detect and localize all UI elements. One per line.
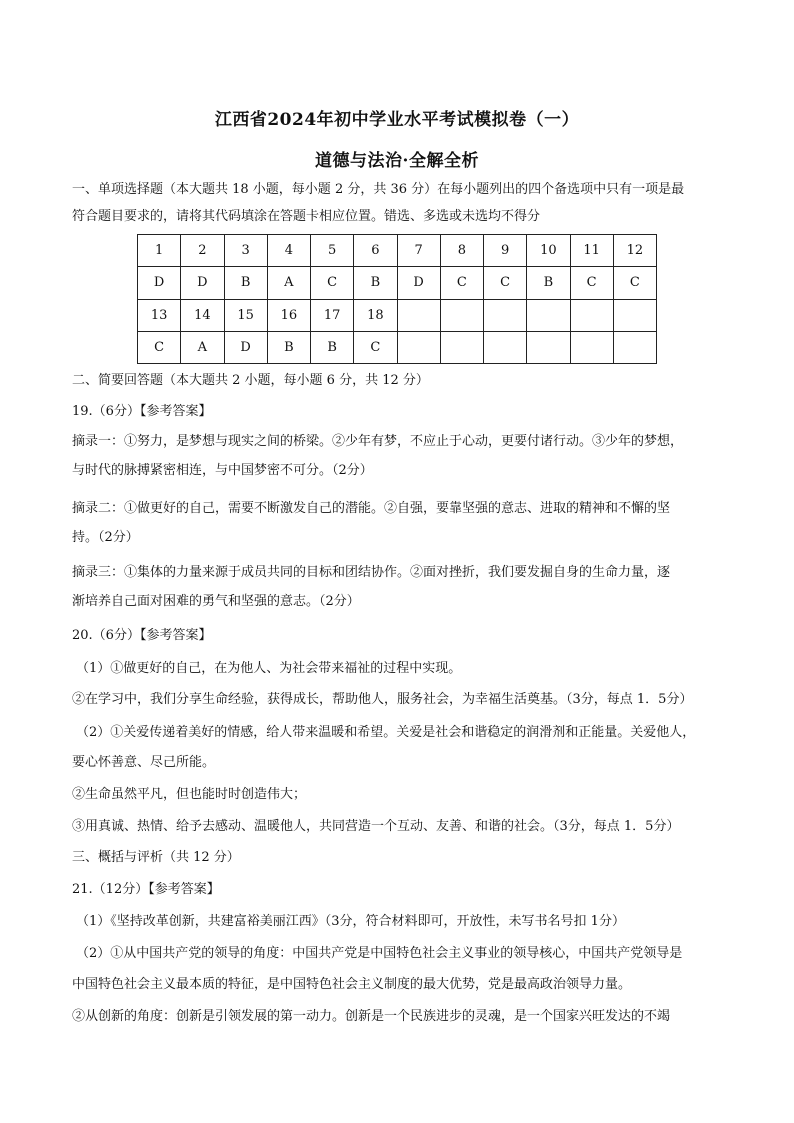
- q20-label: 20.（6分）【参考答案】: [72, 628, 212, 643]
- answer-table-cell: 8: [440, 235, 483, 267]
- answer-table-cell: B: [267, 331, 310, 363]
- answer-table-cell: A: [181, 331, 224, 363]
- q19-line: 与时代的脉搏紧密相连，与中国梦密不可分。（2分）: [72, 463, 373, 478]
- answer-table-cell: C: [613, 267, 656, 299]
- section1-heading-line2: 符合题目要求的，请将其代码填涂在答题卡相应位置。错选、多选或未选均不得分: [72, 209, 541, 224]
- answer-table-cell: [397, 299, 440, 331]
- answer-table-cell: [484, 299, 527, 331]
- answer-table-cell: 6: [354, 235, 397, 267]
- answer-table-cell: 9: [484, 235, 527, 267]
- answer-table-cell: 10: [527, 235, 570, 267]
- answer-table-cell: D: [224, 331, 267, 363]
- answer-table-cell: 5: [311, 235, 354, 267]
- answer-table-cell: 1: [138, 235, 181, 267]
- answer-table-cell: B: [354, 267, 397, 299]
- answer-table-cell: 14: [181, 299, 224, 331]
- answer-table-cell: 16: [267, 299, 310, 331]
- answer-table-cell: 15: [224, 299, 267, 331]
- q19-label: 19.（6分）【参考答案】: [72, 404, 212, 419]
- q21-line: （2）①从中国共产党的领导的角度：中国共产党是中国特色社会主义事业的领导核心，中国共产党领导是: [76, 946, 683, 961]
- answer-table-cell: B: [224, 267, 267, 299]
- answer-table-cell: 18: [354, 299, 397, 331]
- q19-line: 渐培养自己面对困难的勇气和坚强的意志。（2分）: [72, 594, 360, 609]
- answer-table-cell: 7: [397, 235, 440, 267]
- answer-table-cell: [440, 299, 483, 331]
- page-subtitle: 道德与法治·全解全析: [315, 151, 479, 171]
- answer-table-cell: 12: [613, 235, 656, 267]
- q20-line: ③用真诚、热情、给予去感动、温暖他人，共同营造一个互动、友善、和谐的社会。（3分，每点 1．5分）: [72, 819, 680, 834]
- answer-table-cell: C: [440, 267, 483, 299]
- q20-line: 要心怀善意、尽己所能。: [72, 755, 216, 770]
- answer-table-cell: [570, 299, 613, 331]
- answer-table-cell: C: [138, 331, 181, 363]
- answer-table-cell: 2: [181, 235, 224, 267]
- answer-table-cell: 4: [267, 235, 310, 267]
- answer-table-cell: [440, 331, 483, 363]
- answer-table-cell: [527, 331, 570, 363]
- q19-line: 摘录二：①做更好的自己，需要不断激发自己的潜能。②自强，要靠坚强的意志、进取的精神和不懈的坚: [72, 501, 671, 516]
- q20-line: ②生命虽然平凡，但也能时时创造伟大；: [72, 787, 307, 802]
- answer-table-cell: D: [181, 267, 224, 299]
- answer-table-cell: B: [527, 267, 570, 299]
- q19-line: 持。（2分）: [72, 530, 139, 545]
- q19-line: 摘录三：①集体的力量来源于成员共同的目标和团结协作。②面对挫折，我们要发掘自身的生命力量，逐: [72, 565, 671, 580]
- q21-line: （1）《坚持改革创新，共建富裕美丽江西》（3分，符合材料即可，开放性，未写书名号扣 1分）: [76, 914, 625, 929]
- answer-table-cell: [397, 331, 440, 363]
- answer-table-cell: [527, 299, 570, 331]
- answer-table-cell: 11: [570, 235, 613, 267]
- section3-heading: 三、概括与评析（共 12 分）: [72, 850, 240, 865]
- q19-line: 摘录一：①努力，是梦想与现实之间的桥梁。②少年有梦，不应止于心动，更要付诸行动。③少年的梦想，: [72, 434, 684, 449]
- answer-table-cell: C: [484, 267, 527, 299]
- q21-line: 中国特色社会主义最本质的特征，是中国特色社会主义制度的最大优势，党是最高政治领导力量。: [72, 977, 632, 992]
- answer-table-row: [138, 235, 657, 267]
- q20-line: （1）①做更好的自己，在为他人、为社会带来福祉的过程中实现。: [76, 661, 462, 676]
- page-title: 江西省2024年初中学业水平考试模拟卷（一）: [214, 110, 580, 130]
- section2-heading: 二、简要回答题（本大题共 2 小题，每小题 6 分，共 12 分）: [72, 373, 429, 388]
- answer-table-cell: D: [397, 267, 440, 299]
- answer-table-cell: C: [570, 267, 613, 299]
- answer-table-cell: [613, 331, 656, 363]
- answer-table-cell: 3: [224, 235, 267, 267]
- q20-line: （2）①关爱传递着美好的情感，给人带来温暖和希望。关爱是社会和谐稳定的润滑剂和正能量。关爱他人，: [76, 725, 696, 740]
- answer-table-cell: C: [354, 331, 397, 363]
- answer-table-row: [138, 331, 657, 363]
- section1-heading-line1: 一、单项选择题（本大题共 18 小题，每小题 2 分，共 36 分）在每小题列出的四个备选项中只有一项是最: [72, 182, 685, 197]
- answer-table-cell: 17: [311, 299, 354, 331]
- answer-table-row: [138, 299, 657, 331]
- answer-table-cell: D: [138, 267, 181, 299]
- answer-table-cell: [484, 331, 527, 363]
- answer-table-cell: A: [267, 267, 310, 299]
- answer-table-cell: [613, 299, 656, 331]
- answer-table: [137, 234, 657, 364]
- q20-line: ②在学习中，我们分享生命经验，获得成长，帮助他人，服务社会，为幸福生活奠基。（3分，每点 1．5分）: [72, 692, 693, 707]
- q21-label: 21.（12分）【参考答案】: [72, 882, 220, 897]
- q21-line: ②从创新的角度：创新是引领发展的第一动力。创新是一个民族进步的灵魂，是一个国家兴旺发达的不竭: [72, 1009, 671, 1024]
- answer-table-cell: 13: [138, 299, 181, 331]
- answer-table-cell: B: [311, 331, 354, 363]
- answer-table-cell: [570, 331, 613, 363]
- answer-table-row: [138, 267, 657, 299]
- answer-table-cell: C: [311, 267, 354, 299]
